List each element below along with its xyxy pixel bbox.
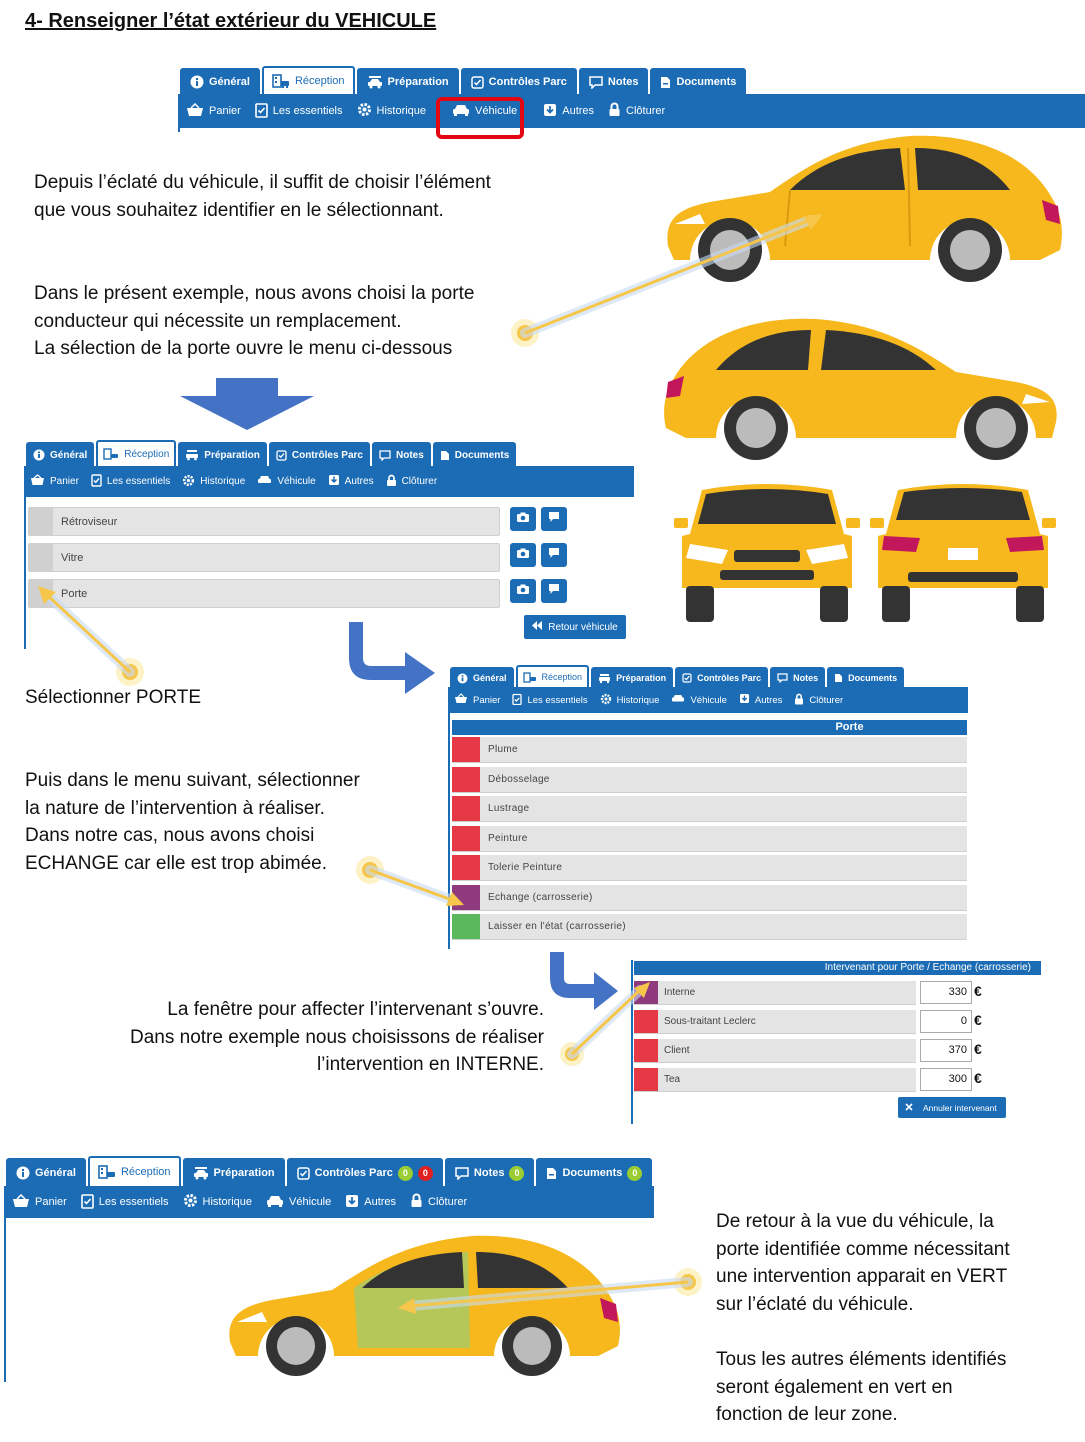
subnav-cloturer[interactable] bbox=[608, 102, 665, 120]
tab-label: Réception bbox=[120, 1166, 171, 1178]
car-front-illustration[interactable] bbox=[672, 478, 862, 628]
text-line: que vous souhaitez identifier en le sélectionnant. bbox=[34, 199, 444, 221]
subnav-vehicule[interactable] bbox=[266, 1195, 331, 1210]
comment-icon bbox=[548, 510, 560, 528]
option-row[interactable] bbox=[452, 767, 967, 793]
subnav-panier[interactable] bbox=[454, 693, 500, 707]
comment-icon bbox=[548, 582, 560, 600]
part-label: Vitre bbox=[61, 551, 84, 564]
tab-label: Préparation bbox=[616, 673, 667, 683]
subnav-label: Véhicule bbox=[475, 105, 518, 117]
camera-icon bbox=[516, 546, 530, 564]
amount-input[interactable]: 370 bbox=[920, 1039, 972, 1062]
tab-preparation[interactable] bbox=[178, 442, 267, 466]
gear-icon bbox=[600, 693, 612, 708]
text-line: conducteur qui nécessite un remplacement. bbox=[34, 310, 402, 332]
option-row[interactable] bbox=[452, 885, 967, 911]
checklist-icon bbox=[81, 1193, 94, 1212]
documents-icon bbox=[546, 1167, 557, 1180]
currency-label: € bbox=[974, 983, 982, 999]
pointer-arrow-3 bbox=[352, 852, 472, 912]
text-line: fonction de leur zone. bbox=[716, 1404, 898, 1425]
option-row[interactable] bbox=[452, 737, 967, 763]
subnav-label: Historique bbox=[202, 1196, 253, 1208]
camera-icon bbox=[516, 510, 530, 528]
retour-text bbox=[716, 1208, 1010, 1318]
intervenant-row-tea[interactable] bbox=[634, 1068, 916, 1092]
button-label: Annuler intervenant bbox=[923, 1102, 997, 1113]
tab-reception[interactable] bbox=[516, 665, 590, 687]
car-icon bbox=[257, 475, 272, 488]
preparation-icon bbox=[367, 75, 383, 89]
camera-button[interactable] bbox=[510, 543, 536, 567]
subnav-4 bbox=[4, 1186, 654, 1218]
tab-label: Documents bbox=[848, 673, 898, 683]
info-icon bbox=[190, 75, 204, 89]
subnav-label: Autres bbox=[754, 694, 783, 706]
option-swatch bbox=[452, 767, 480, 792]
intervenant-row-interne[interactable] bbox=[634, 981, 916, 1005]
reception-icon bbox=[523, 672, 537, 683]
subnav-panier[interactable] bbox=[186, 103, 241, 120]
option-swatch bbox=[452, 914, 480, 939]
currency-label: € bbox=[974, 1041, 982, 1057]
subnav-cloturer[interactable] bbox=[410, 1193, 467, 1211]
text-line: La sélection de la porte ouvre le menu ci-dessous bbox=[34, 338, 453, 359]
subnav-historique[interactable] bbox=[182, 474, 245, 490]
tab-reception[interactable] bbox=[88, 1156, 181, 1186]
pointer-arrow-2 bbox=[30, 578, 155, 693]
intervenant-label: Tea bbox=[664, 1074, 681, 1085]
subnav-label: Panier bbox=[473, 694, 501, 706]
subnav-label: Clôturer bbox=[428, 1196, 468, 1208]
basket-icon bbox=[30, 474, 45, 489]
intervenant-header-label: Intervenant pour Porte / Echange (carrosserie) bbox=[824, 962, 1031, 973]
tab-label: Réception bbox=[294, 75, 345, 87]
subnav-2 bbox=[24, 466, 634, 497]
text-line: ECHANGE car elle est trop abimée. bbox=[25, 852, 328, 874]
nav-tabs-2 bbox=[26, 440, 518, 466]
subnav-label: Autres bbox=[344, 476, 374, 487]
documents-icon bbox=[834, 673, 843, 683]
tab-general[interactable] bbox=[6, 1158, 86, 1186]
tab-label: Contrôles Parc bbox=[488, 76, 567, 88]
subnav-vehicule[interactable] bbox=[671, 694, 726, 706]
tab-controles-parc[interactable] bbox=[269, 442, 370, 466]
subnav-autres[interactable] bbox=[328, 474, 374, 489]
frame-line-5 bbox=[4, 1186, 6, 1382]
count-badge: 0 bbox=[418, 1166, 433, 1181]
intervenant-header bbox=[634, 961, 1041, 975]
subnav-autres[interactable] bbox=[345, 1194, 396, 1211]
back-icon bbox=[532, 621, 542, 633]
checklist-icon bbox=[91, 473, 102, 490]
tab-preparation[interactable] bbox=[183, 1158, 285, 1186]
tab-reception[interactable] bbox=[262, 66, 355, 94]
tab-label: Documents bbox=[562, 1167, 623, 1179]
subnav-label: Les essentiels bbox=[272, 105, 343, 117]
option-swatch bbox=[452, 796, 480, 821]
tab-notes[interactable] bbox=[445, 1158, 535, 1186]
subnav-label: Les essentiels bbox=[106, 476, 171, 487]
subnav-label: Les essentiels bbox=[98, 1196, 169, 1208]
tab-notes[interactable] bbox=[372, 442, 431, 466]
tab-general[interactable] bbox=[180, 68, 260, 94]
tab-label: Notes bbox=[793, 673, 819, 683]
subnav-historique[interactable] bbox=[183, 1193, 253, 1211]
page-title: 4- Renseigner l’état extérieur du VEHICULE bbox=[25, 10, 437, 32]
lock-icon bbox=[794, 693, 804, 708]
amount-input[interactable]: 300 bbox=[920, 1068, 972, 1091]
download-icon bbox=[739, 693, 750, 707]
text-line: Tous les autres éléments identifiés bbox=[716, 1349, 1007, 1370]
subnav-label: Autres bbox=[364, 1196, 397, 1208]
text-line: seront également en vert en bbox=[716, 1376, 953, 1398]
check-icon bbox=[276, 450, 287, 461]
basket-icon bbox=[186, 103, 204, 120]
frame-line-1 bbox=[178, 94, 180, 132]
tab-label: Réception bbox=[541, 672, 583, 682]
tab-documents[interactable] bbox=[827, 667, 904, 687]
currency-label: € bbox=[974, 1070, 982, 1086]
option-label: Tolerie Peinture bbox=[488, 862, 563, 873]
part-row-retroviseur[interactable] bbox=[28, 507, 500, 536]
comment-button[interactable] bbox=[541, 543, 567, 567]
tab-label: Préparation bbox=[204, 449, 260, 461]
subnav-label: Clôturer bbox=[626, 105, 666, 117]
subnav-autres[interactable] bbox=[739, 693, 782, 707]
car-icon bbox=[266, 1195, 284, 1210]
tab-label: Documents bbox=[454, 449, 510, 461]
subnav-essentiels[interactable] bbox=[512, 693, 587, 708]
subnav-cloturer[interactable] bbox=[794, 693, 843, 708]
subnav-essentiels[interactable] bbox=[91, 473, 170, 490]
text-line: Depuis l’éclaté du véhicule, il suffit de choisir l’élément bbox=[34, 172, 491, 193]
checklist-icon bbox=[255, 102, 268, 121]
subnav-label: Historique bbox=[376, 105, 427, 117]
tab-controles-parc[interactable] bbox=[461, 68, 577, 94]
subnav-vehicule[interactable] bbox=[440, 104, 529, 119]
others-text bbox=[716, 1346, 1006, 1429]
tab-general[interactable] bbox=[450, 667, 514, 687]
currency-label: € bbox=[974, 1012, 982, 1028]
comment-icon bbox=[548, 546, 560, 564]
part-label: Porte bbox=[61, 587, 88, 600]
subnav-label: Clôturer bbox=[809, 694, 844, 706]
option-row[interactable] bbox=[452, 796, 967, 822]
tab-controles-parc[interactable] bbox=[287, 1158, 443, 1186]
gear-icon bbox=[357, 102, 372, 120]
annuler-intervenant-button[interactable] bbox=[898, 1097, 1006, 1118]
tab-notes[interactable] bbox=[770, 667, 825, 687]
tab-documents[interactable] bbox=[650, 68, 746, 94]
intervenant-text bbox=[96, 996, 544, 1079]
frame-line-2 bbox=[24, 466, 26, 649]
comment-button[interactable] bbox=[541, 507, 567, 531]
tab-label: Général bbox=[473, 673, 507, 683]
nature-text bbox=[25, 767, 360, 877]
intervenant-row-sous-traitant[interactable] bbox=[634, 1010, 916, 1034]
lock-icon bbox=[386, 474, 397, 490]
checklist-icon bbox=[512, 693, 522, 708]
option-row[interactable] bbox=[452, 826, 967, 852]
subnav-label: Autres bbox=[562, 105, 595, 117]
tab-label: Réception bbox=[124, 448, 170, 460]
text-line: une intervention apparait en VERT bbox=[716, 1266, 1008, 1287]
tab-general[interactable] bbox=[26, 442, 94, 466]
text-line: Dans le présent exemple, nous avons choisi la porte bbox=[34, 283, 475, 304]
row-swatch bbox=[634, 1068, 658, 1091]
tab-reception[interactable] bbox=[96, 440, 176, 466]
subnav-label: Panier bbox=[50, 476, 79, 487]
subnav-label: Véhicule bbox=[690, 694, 727, 706]
text-line: l’intervention en INTERNE. bbox=[316, 1054, 544, 1075]
subnav-vehicule[interactable] bbox=[257, 475, 315, 488]
tab-label: Documents bbox=[676, 76, 737, 88]
info-icon bbox=[457, 673, 468, 684]
arrow-down-icon bbox=[180, 378, 314, 430]
text-line: Puis dans le menu suivant, sélectionner bbox=[25, 770, 360, 791]
reception-icon bbox=[103, 448, 119, 460]
example-text bbox=[34, 280, 474, 363]
option-swatch bbox=[452, 826, 480, 851]
notes-icon bbox=[777, 673, 788, 683]
option-label: Plume bbox=[488, 744, 518, 755]
vehicule-highlight-box bbox=[436, 97, 524, 139]
documents-icon bbox=[660, 76, 671, 89]
tab-notes[interactable] bbox=[579, 68, 649, 94]
preparation-icon bbox=[185, 449, 199, 461]
tab-label: Général bbox=[50, 449, 88, 461]
option-label: Echange (carrosserie) bbox=[488, 891, 593, 903]
notes-icon bbox=[379, 450, 391, 461]
comment-button[interactable] bbox=[541, 579, 567, 603]
tab-label: Contrôles Parc bbox=[697, 673, 762, 683]
arrow-right-icon bbox=[345, 622, 437, 694]
tab-preparation[interactable] bbox=[591, 667, 673, 687]
subnav-label: Panier bbox=[209, 105, 241, 117]
camera-button[interactable] bbox=[510, 579, 536, 603]
check-icon bbox=[297, 1167, 310, 1180]
text-line: la nature de l’intervention à réaliser. bbox=[25, 797, 325, 819]
intervenant-label: Interne bbox=[664, 987, 696, 998]
tab-label: Préparation bbox=[213, 1167, 275, 1179]
close-icon bbox=[905, 1103, 913, 1113]
tab-label: Général bbox=[209, 76, 250, 88]
count-badge: 0 bbox=[398, 1166, 413, 1181]
subnav-label: Clôturer bbox=[401, 476, 438, 487]
option-swatch bbox=[452, 737, 480, 762]
option-label: Débosselage bbox=[488, 773, 550, 785]
amount-input[interactable]: 330 bbox=[920, 981, 972, 1004]
pointer-arrow-1 bbox=[505, 200, 845, 350]
count-badge: 0 bbox=[627, 1166, 642, 1181]
intervenant-label: Sous-traitant Leclerc bbox=[664, 1016, 756, 1027]
car-rear-illustration[interactable] bbox=[868, 478, 1058, 628]
tab-label: Préparation bbox=[387, 76, 449, 88]
options-header-label: Porte bbox=[835, 721, 864, 733]
reception-icon bbox=[272, 74, 290, 88]
tab-label: Contrôles Parc bbox=[314, 1167, 393, 1179]
preparation-icon bbox=[193, 1166, 209, 1180]
basket-icon bbox=[454, 693, 468, 707]
intro-text bbox=[34, 169, 491, 224]
nav-tabs-1 bbox=[180, 66, 748, 94]
car-icon bbox=[671, 694, 685, 706]
subnav-historique[interactable] bbox=[357, 102, 427, 120]
gear-icon bbox=[182, 474, 195, 490]
subnav-historique[interactable] bbox=[600, 693, 660, 708]
option-label: Lustrage bbox=[488, 803, 530, 814]
part-row-vitre[interactable] bbox=[28, 543, 500, 572]
subnav-3 bbox=[448, 687, 968, 713]
check-icon bbox=[682, 673, 692, 683]
select-porte-text: Sélectionner PORTE bbox=[25, 687, 202, 708]
retour-vehicule-button[interactable] bbox=[524, 615, 626, 639]
tab-label: Contrôles Parc bbox=[291, 449, 363, 461]
basket-icon bbox=[12, 1194, 30, 1211]
subnav-label: Historique bbox=[616, 694, 660, 706]
subnav-panier[interactable] bbox=[30, 474, 79, 489]
subnav-label: Historique bbox=[200, 476, 246, 487]
documents-icon bbox=[440, 450, 450, 461]
option-row[interactable] bbox=[452, 855, 967, 881]
info-icon bbox=[16, 1166, 30, 1180]
tab-preparation[interactable] bbox=[357, 68, 459, 94]
reception-icon bbox=[98, 1165, 116, 1179]
intervenant-label: Client bbox=[664, 1045, 690, 1056]
subnav-1 bbox=[178, 94, 1085, 128]
tab-controles-parc[interactable] bbox=[675, 667, 768, 687]
row-handle bbox=[29, 508, 53, 535]
subnav-autres[interactable] bbox=[543, 103, 594, 120]
camera-button[interactable] bbox=[510, 507, 536, 531]
download-icon bbox=[328, 474, 340, 489]
notes-icon bbox=[455, 1167, 469, 1180]
text-line: De retour à la vue du véhicule, la bbox=[716, 1211, 994, 1232]
camera-icon bbox=[516, 582, 530, 600]
check-icon bbox=[471, 76, 484, 89]
preparation-icon bbox=[598, 673, 611, 684]
subnav-label: Panier bbox=[35, 1196, 67, 1208]
tab-label: Notes bbox=[473, 1167, 505, 1179]
text-line: Dans notre exemple nous choisissons de réaliser bbox=[130, 1026, 544, 1048]
count-badge: 0 bbox=[509, 1166, 524, 1181]
gear-icon bbox=[183, 1193, 198, 1211]
notes-icon bbox=[589, 76, 603, 89]
subnav-label: Les essentiels bbox=[527, 694, 588, 706]
intervenant-row-client[interactable] bbox=[634, 1039, 916, 1063]
tab-label: Notes bbox=[607, 76, 639, 88]
options-header bbox=[452, 720, 967, 735]
pointer-arrow-4 bbox=[556, 976, 656, 1066]
lock-icon bbox=[410, 1193, 423, 1211]
tab-label: Général bbox=[35, 1167, 76, 1179]
subnav-label: Véhicule bbox=[289, 1196, 332, 1208]
button-label: Retour véhicule bbox=[548, 621, 618, 633]
part-label: Rétroviseur bbox=[61, 515, 118, 528]
row-handle bbox=[29, 544, 53, 571]
subnav-label: Véhicule bbox=[277, 476, 316, 487]
tab-label: Notes bbox=[396, 449, 424, 461]
nav-tabs-3 bbox=[450, 665, 906, 687]
subnav-panier[interactable] bbox=[12, 1194, 67, 1211]
tab-documents[interactable] bbox=[536, 1158, 652, 1186]
info-icon bbox=[33, 449, 45, 461]
option-label: Peinture bbox=[488, 832, 528, 844]
amount-input[interactable]: 0 bbox=[920, 1010, 972, 1033]
subnav-essentiels[interactable] bbox=[81, 1193, 169, 1212]
tab-documents[interactable] bbox=[433, 442, 516, 466]
text-line: Dans notre cas, nous avons choisi bbox=[25, 825, 315, 846]
lock-icon bbox=[608, 102, 621, 120]
nav-tabs-4 bbox=[6, 1156, 654, 1186]
option-row[interactable] bbox=[452, 914, 967, 940]
text-line: sur l’éclaté du véhicule. bbox=[716, 1293, 914, 1315]
pointer-arrow-5 bbox=[392, 1268, 704, 1318]
option-label: Laisser en l'état (carrosserie) bbox=[488, 921, 626, 932]
download-icon bbox=[345, 1194, 359, 1211]
download-icon bbox=[543, 103, 557, 120]
text-line: La fenêtre pour affecter l’intervenant s’ouvre. bbox=[167, 999, 544, 1020]
subnav-essentiels[interactable] bbox=[255, 102, 343, 121]
text-line: porte identifiée comme nécessitant bbox=[716, 1238, 1010, 1260]
subnav-cloturer[interactable] bbox=[386, 474, 438, 490]
